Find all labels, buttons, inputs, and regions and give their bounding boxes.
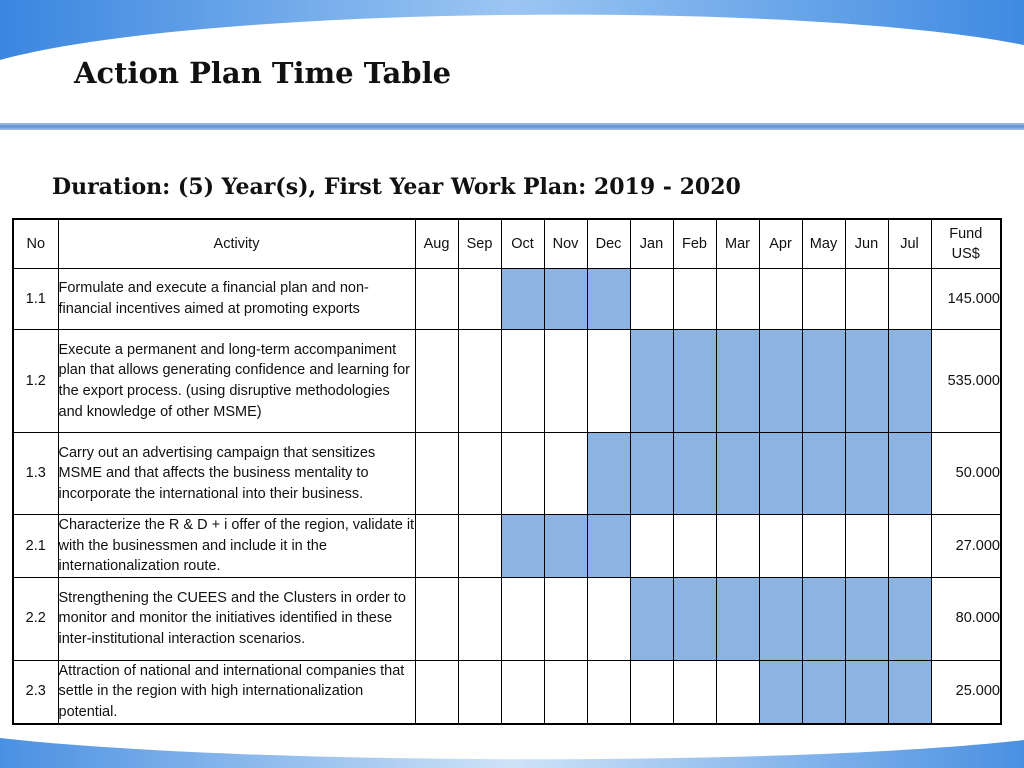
month-cell-empty (587, 330, 630, 433)
row-number: 1.3 (13, 433, 58, 515)
table-row (13, 577, 1001, 660)
row-fund: 25.000 (931, 660, 1001, 723)
month-cell-empty (415, 577, 458, 660)
header-fund-label: Fund US$ (949, 226, 983, 262)
header-month: Feb (673, 219, 716, 269)
row-activity: Strengthening the CUEES and the Clusters in order to monitor and monitor the initiatives identified in these inter-institutional interaction scenarios. (58, 577, 415, 660)
table-row (13, 269, 1001, 330)
month-cell-empty (415, 515, 458, 578)
month-cell-empty (501, 330, 544, 433)
header-month: May (802, 219, 845, 269)
page-title: Action Plan Time Table (74, 56, 452, 90)
month-cell-empty (888, 515, 931, 578)
row-activity: Characterize the R & D + i offer of the region, validate it with the businessmen and include it in the internationalization route. (58, 515, 415, 578)
month-cell-empty (630, 515, 673, 578)
month-cell-scheduled (544, 269, 587, 330)
month-cell-empty (845, 269, 888, 330)
month-cell-empty (888, 269, 931, 330)
month-cell-scheduled (716, 433, 759, 515)
month-cell-scheduled (630, 577, 673, 660)
month-cell-scheduled (716, 330, 759, 433)
month-cell-scheduled (888, 330, 931, 433)
row-fund: 80.000 (931, 577, 1001, 660)
month-cell-empty (415, 660, 458, 723)
row-number: 1.1 (13, 269, 58, 330)
table-row (13, 515, 1001, 578)
table-row (13, 433, 1001, 515)
month-cell-empty (458, 660, 501, 723)
header-month: Aug (415, 219, 458, 269)
month-cell-empty (501, 433, 544, 515)
header-no: No (13, 219, 58, 269)
month-cell-empty (587, 577, 630, 660)
month-cell-scheduled (759, 330, 802, 433)
header-rule (0, 123, 1024, 130)
month-cell-scheduled (587, 269, 630, 330)
month-cell-scheduled (544, 515, 587, 578)
month-cell-scheduled (630, 433, 673, 515)
month-cell-empty (544, 577, 587, 660)
row-number: 1.2 (13, 330, 58, 433)
month-cell-scheduled (802, 660, 845, 723)
month-cell-empty (544, 330, 587, 433)
month-cell-empty (716, 515, 759, 578)
month-cell-scheduled (759, 433, 802, 515)
month-cell-empty (673, 515, 716, 578)
month-cell-scheduled (759, 660, 802, 723)
month-cell-empty (630, 269, 673, 330)
month-cell-scheduled (802, 433, 845, 515)
table-row (13, 330, 1001, 433)
month-cell-scheduled (716, 577, 759, 660)
month-cell-scheduled (673, 577, 716, 660)
row-activity: Formulate and execute a financial plan and non-financial incentives aimed at promoting exports (58, 269, 415, 330)
header-month: Jun (845, 219, 888, 269)
month-cell-empty (501, 660, 544, 723)
month-cell-empty (716, 269, 759, 330)
month-cell-scheduled (673, 433, 716, 515)
row-number: 2.3 (13, 660, 58, 723)
table-row (13, 660, 1001, 723)
row-fund: 27.000 (931, 515, 1001, 578)
row-fund: 50.000 (931, 433, 1001, 515)
month-cell-empty (458, 515, 501, 578)
header-month: Nov (544, 219, 587, 269)
month-cell-scheduled (888, 433, 931, 515)
month-cell-empty (415, 269, 458, 330)
row-activity: Attraction of national and international companies that settle in the region with high internationalization potential. (58, 660, 415, 723)
month-cell-scheduled (845, 577, 888, 660)
month-cell-scheduled (587, 515, 630, 578)
row-number: 2.1 (13, 515, 58, 578)
month-cell-empty (759, 269, 802, 330)
month-cell-empty (458, 577, 501, 660)
month-cell-empty (415, 433, 458, 515)
plan-duration-subtitle: Duration: (5) Year(s), First Year Work Plan: 2019 - 2020 (52, 174, 741, 200)
month-cell-scheduled (888, 577, 931, 660)
month-cell-empty (458, 330, 501, 433)
month-cell-empty (458, 433, 501, 515)
header-month: Sep (458, 219, 501, 269)
month-cell-empty (544, 660, 587, 723)
month-cell-scheduled (759, 577, 802, 660)
header-month: Oct (501, 219, 544, 269)
month-cell-empty (630, 660, 673, 723)
header-month: Mar (716, 219, 759, 269)
month-cell-scheduled (501, 269, 544, 330)
month-cell-empty (544, 433, 587, 515)
month-cell-scheduled (587, 433, 630, 515)
row-number: 2.2 (13, 577, 58, 660)
month-cell-scheduled (802, 330, 845, 433)
month-cell-scheduled (845, 660, 888, 723)
month-cell-scheduled (501, 515, 544, 578)
row-activity: Execute a permanent and long-term accompaniment plan that allows generating confidence and learning for the export process. (using disruptive methodologies and knowledge of other MSME) (58, 330, 415, 433)
header-month: Dec (587, 219, 630, 269)
month-cell-empty (802, 269, 845, 330)
header-month: Apr (759, 219, 802, 269)
table-header-row (13, 219, 1001, 269)
footer-background (0, 718, 1024, 768)
month-cell-empty (673, 269, 716, 330)
month-cell-empty (802, 515, 845, 578)
month-cell-scheduled (802, 577, 845, 660)
month-cell-empty (716, 660, 759, 723)
month-cell-scheduled (845, 433, 888, 515)
header-activity: Activity (58, 219, 415, 269)
month-cell-empty (458, 269, 501, 330)
row-fund: 535.000 (931, 330, 1001, 433)
row-fund: 145.000 (931, 269, 1001, 330)
header-month: Jul (888, 219, 931, 269)
month-cell-scheduled (673, 330, 716, 433)
header-month: Jan (630, 219, 673, 269)
month-cell-empty (587, 660, 630, 723)
month-cell-empty (501, 577, 544, 660)
month-cell-scheduled (888, 660, 931, 723)
month-cell-empty (845, 515, 888, 578)
header-fund (931, 219, 1001, 269)
month-cell-scheduled (630, 330, 673, 433)
month-cell-empty (759, 515, 802, 578)
month-cell-scheduled (845, 330, 888, 433)
month-cell-empty (673, 660, 716, 723)
month-cell-empty (415, 330, 458, 433)
row-activity: Carry out an advertising campaign that sensitizes MSME and that affects the business mentality to incorporate the international into their business. (58, 433, 415, 515)
action-plan-table (12, 218, 1002, 725)
